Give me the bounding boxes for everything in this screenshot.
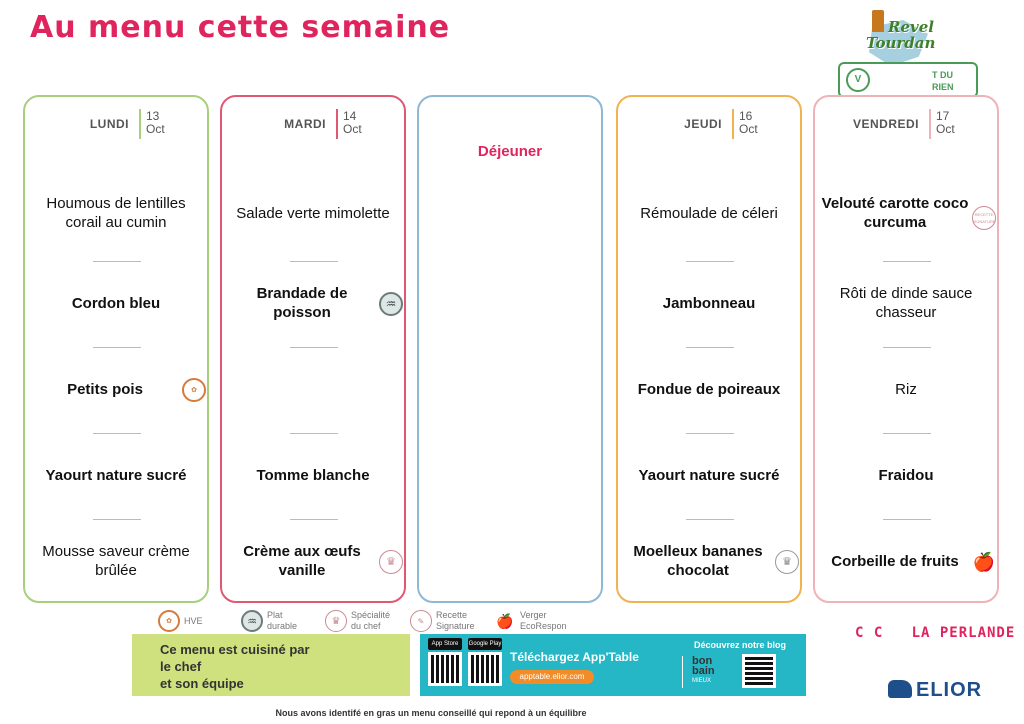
dish: Rémoulade de céleri: [640, 204, 778, 222]
dish-divider: [290, 347, 338, 348]
day-separator: [929, 109, 931, 139]
app-title: Téléchargez App'Table: [510, 650, 639, 664]
recette-signature-icon: ✎: [410, 610, 432, 632]
apptable-link[interactable]: apptable.elior.com: [510, 670, 594, 684]
dish: Salade verte mimolette: [236, 204, 390, 222]
chef-hat-icon: ♛: [379, 550, 403, 574]
day-column-mardi: [220, 95, 406, 603]
app-banner: [420, 634, 806, 696]
day-name: VENDREDI: [852, 117, 919, 131]
day-header: [25, 107, 207, 139]
day-month: Oct: [739, 122, 758, 136]
dish: Tomme blanche: [256, 466, 370, 484]
dish-divider: [686, 519, 734, 520]
blog-title: Découvrez notre blog: [694, 640, 787, 650]
dish: Cordon bleu: [71, 294, 161, 312]
dish: Fraidou: [878, 466, 934, 484]
day-date: [343, 110, 362, 136]
hve-icon: ✿: [158, 610, 180, 632]
day-month: Oct: [343, 122, 362, 136]
bonbain-line3: MIEUX: [692, 678, 712, 684]
dish-divider: [93, 433, 141, 434]
dish: Petits pois: [67, 380, 143, 398]
legend-label: Spécialité du chef: [351, 610, 391, 631]
day-column-lundi: [23, 95, 209, 603]
chef-line2: le chef: [160, 659, 202, 674]
dish: Houmous de lentilles corail au cumin: [46, 195, 186, 231]
day-number: 14: [343, 109, 357, 123]
legend-label: Recette Signature: [436, 610, 475, 631]
dish: Fondue de poireaux: [637, 380, 781, 398]
dish: Yaourt nature sucré: [638, 466, 780, 484]
hve-icon: ✿: [182, 378, 206, 402]
bonbain-line1: bon: [692, 655, 713, 667]
fish-icon: ♒: [379, 292, 403, 316]
dish: Corbeille de fruits: [831, 552, 959, 570]
dish: Rôti de dinde sauce chasseur: [839, 285, 973, 321]
badge-line1: T DU: [932, 70, 953, 80]
dish-divider: [290, 519, 338, 520]
day-separator: [732, 109, 734, 139]
dish-divider: [686, 261, 734, 262]
recette-signature-icon: RECETTE SIGNATURE: [972, 206, 996, 230]
dish: Yaourt nature sucré: [45, 466, 187, 484]
day-number: 13: [146, 109, 160, 123]
chef-hat-icon: ♛: [325, 610, 347, 632]
chef-hat-icon: ♛: [775, 550, 799, 574]
revel-tourdan-logo: [858, 10, 938, 68]
dish-divider: [883, 347, 931, 348]
day-name: JEUDI: [684, 117, 722, 131]
dish-divider: [883, 433, 931, 434]
fish-icon: ♒: [241, 610, 263, 632]
google-play-button[interactable]: Google Play: [468, 638, 502, 650]
page-title: Au menu cette semaine: [30, 10, 451, 45]
dish-divider: [93, 347, 141, 348]
day-date: [146, 110, 165, 136]
dish: Mousse saveur crème brûlée: [42, 543, 190, 579]
dish-divider: [883, 261, 931, 262]
dish-divider: [93, 519, 141, 520]
legend-label: Plat durable: [267, 610, 298, 631]
day-header: [618, 107, 800, 139]
day-month: Oct: [936, 122, 955, 136]
day-separator: [336, 109, 338, 139]
dish-divider: [93, 261, 141, 262]
dish: Moelleux bananes chocolat: [633, 543, 763, 579]
bonbain-line2: bain: [692, 665, 715, 677]
badge-circle-icon: V: [846, 68, 870, 92]
day-month: Oct: [146, 122, 165, 136]
dish: Crème aux œufs vanille: [243, 543, 361, 579]
app-store-button[interactable]: App Store: [428, 638, 462, 650]
footer-note: Nous avons identifé en gras un menu conseillé qui repond à un équilibre: [275, 708, 587, 718]
qr-code-icon[interactable]: [468, 652, 502, 686]
dish: Jambonneau: [662, 294, 756, 312]
badge-line2: RIEN: [932, 82, 954, 92]
day-header: [222, 107, 404, 139]
dish: Brandade de poisson: [256, 285, 348, 321]
dish-divider: [686, 433, 734, 434]
legend-label: HVE: [184, 616, 203, 626]
day-separator: [139, 109, 141, 139]
dish-divider: [290, 433, 338, 434]
bull-icon: [888, 680, 912, 698]
day-number: 16: [739, 109, 753, 123]
day-name: MARDI: [284, 117, 326, 131]
day-name: LUNDI: [89, 117, 129, 131]
dish-divider: [686, 347, 734, 348]
bonbain-logo: [692, 656, 728, 686]
legend-label: Verger EcoRespon: [520, 610, 567, 631]
day-column-vendredi: [813, 95, 999, 603]
dish: Riz: [895, 380, 917, 398]
dish-divider: [883, 519, 931, 520]
day-column-jeudi: [616, 95, 802, 603]
elior-logo: [888, 676, 998, 704]
qr-code-icon[interactable]: [428, 652, 462, 686]
day-date: [936, 110, 955, 136]
day-date: [739, 110, 758, 136]
chef-box: [132, 634, 410, 696]
apple-icon: 🍎: [972, 550, 996, 574]
day-number: 17: [936, 109, 950, 123]
dish: Velouté carotte coco curcuma: [821, 195, 969, 231]
restaurant-name: C C LA PERLANDE: [855, 625, 1016, 641]
dish-divider: [290, 261, 338, 262]
elior-wordmark: ELIOR: [916, 679, 983, 701]
chef-line3: et son équipe: [160, 676, 244, 691]
chef-line1: Ce menu est cuisiné par: [160, 642, 310, 657]
apple-icon: 🍎: [494, 610, 516, 632]
day-header: [815, 107, 997, 139]
label-badge: [838, 62, 978, 98]
banner-divider: [682, 656, 683, 688]
logo-line2: Tourdan: [866, 34, 936, 52]
tower-icon: [872, 10, 884, 32]
day-column-dejeuner: [417, 95, 603, 603]
dejeuner-label: Déjeuner: [477, 143, 543, 160]
logo-line1: Revel: [888, 18, 934, 36]
qr-code-icon[interactable]: [742, 654, 776, 688]
